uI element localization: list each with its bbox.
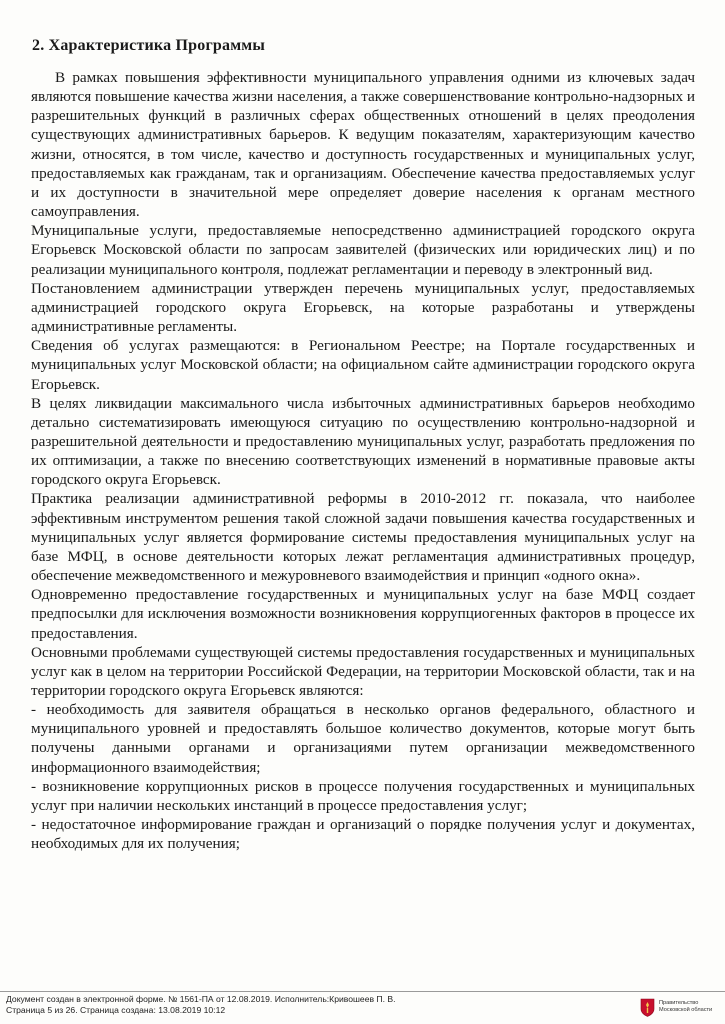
footer-divider [0, 991, 725, 992]
government-logo [640, 994, 722, 1020]
section-heading: 2. Характеристика Программы [32, 37, 266, 54]
paragraph: Сведения об услугах размещаются: в Региональном Реестре; на Портале государственных и муниципальных услуг Московской области; на официальном сайте администрации городского округа Егорьевск. [31, 337, 695, 393]
paragraph: Постановлением администрации утвержден перечень муниципальных услуг, предоставляемых администрацией городского округа Егорьевск, на которые разработаны и утверждены административные регламенты. [31, 279, 695, 336]
paragraph: В целях ликвидации максимального числа избыточных административных барьеров необходимо детально систематизировать имеющуюся ситуацию по осуществлению контрольно-надзорной и разрешительной деятельности и предоставлению муниципальных услуг, разработать предложения по их оптимизации, а также по внесению соответствующих изменений в нормативные правовые акты городского округа Егорьевск. [31, 394, 695, 489]
paragraph: Муниципальные услуги, предоставляемые непосредственно администрацией городского округа Егорьевск Московской области по запросам заявителей (физических или юридических лиц) и по реализации муниципального контроля, подлежат регламентации и переводу в электронный вид. [31, 222, 695, 278]
footer-page-info: Страница 5 из 26. Страница создана: 13.08.2019 10:12 [6, 1005, 226, 1015]
list-item: - недостаточное информирование граждан и организаций о порядке получения услуг и документах, необходимых для их получения; [31, 816, 695, 853]
paragraph: Одновременно предоставление государственных и муниципальных услуг на базе МФЦ создает предпосылки для исключения возможности возникновения коррупциогенных факторов в процессе их предоставления. [31, 586, 695, 642]
list-item: - необходимость для заявителя обращаться в несколько органов федерального, областного и муниципального уровней и предоставлять большое количество документов, которые могут быть получены данными органами и организациями путем организации межведомственного информационного взаимодействия; [31, 701, 695, 776]
logo-caption [659, 1000, 712, 1014]
footer-info [6, 994, 396, 1016]
list-item: - возникновение коррупционных рисков в процессе получения государственных и муниципальных услуг при наличии нескольких инстанций в процессе предоставления услуг; [31, 777, 695, 814]
logo-line-1: Правительство [659, 1000, 699, 1006]
paragraph: Практика реализации административной реформы в 2010-2012 гг. показала, что наиболее эффективным инструментом решения такой сложной задачи повышения качества государственных и муниципальных услуг является формирование системы предоставления муниципальных услуг на базе МФЦ, в основе деятельности которых лежат регламентация административных процедур, обеспечение межведомственного и межуровневого взаимодействия и принцип «одного окна». [31, 490, 695, 585]
section-body [31, 68, 695, 853]
logo-line-2: Московской области [659, 1007, 713, 1013]
footer-document-info: Документ создан в электронной форме. № 1561-ПА от 12.08.2019. Исполнитель:Кривошеев П. В. [6, 994, 396, 1004]
coat-of-arms-icon [640, 998, 655, 1017]
paragraph: Основными проблемами существующей системы предоставления государственных и муниципальных услуг как в целом на территории Российской Федерации, на территории Московской области, так и на территории городского округа Егорьевск являются: [31, 643, 695, 699]
paragraph: В рамках повышения эффективности муниципального управления одними из ключевых задач являются повышение качества жизни населения, а также совершенствование контрольно-надзорных и разрешительных функций в различных сферах общественных отношений в целях преодоления существующих административных барьеров. К ведущим показателям, характеризующим качество жизни, относятся, в том числе, качество и доступность государственных и муниципальных услуг, предоставляемых как гражданам, так и организациям. Обеспечение качества предоставляемых услуг и их доступности в значительной мере определяет доверие населения к органам местного самоуправления. [31, 69, 695, 221]
